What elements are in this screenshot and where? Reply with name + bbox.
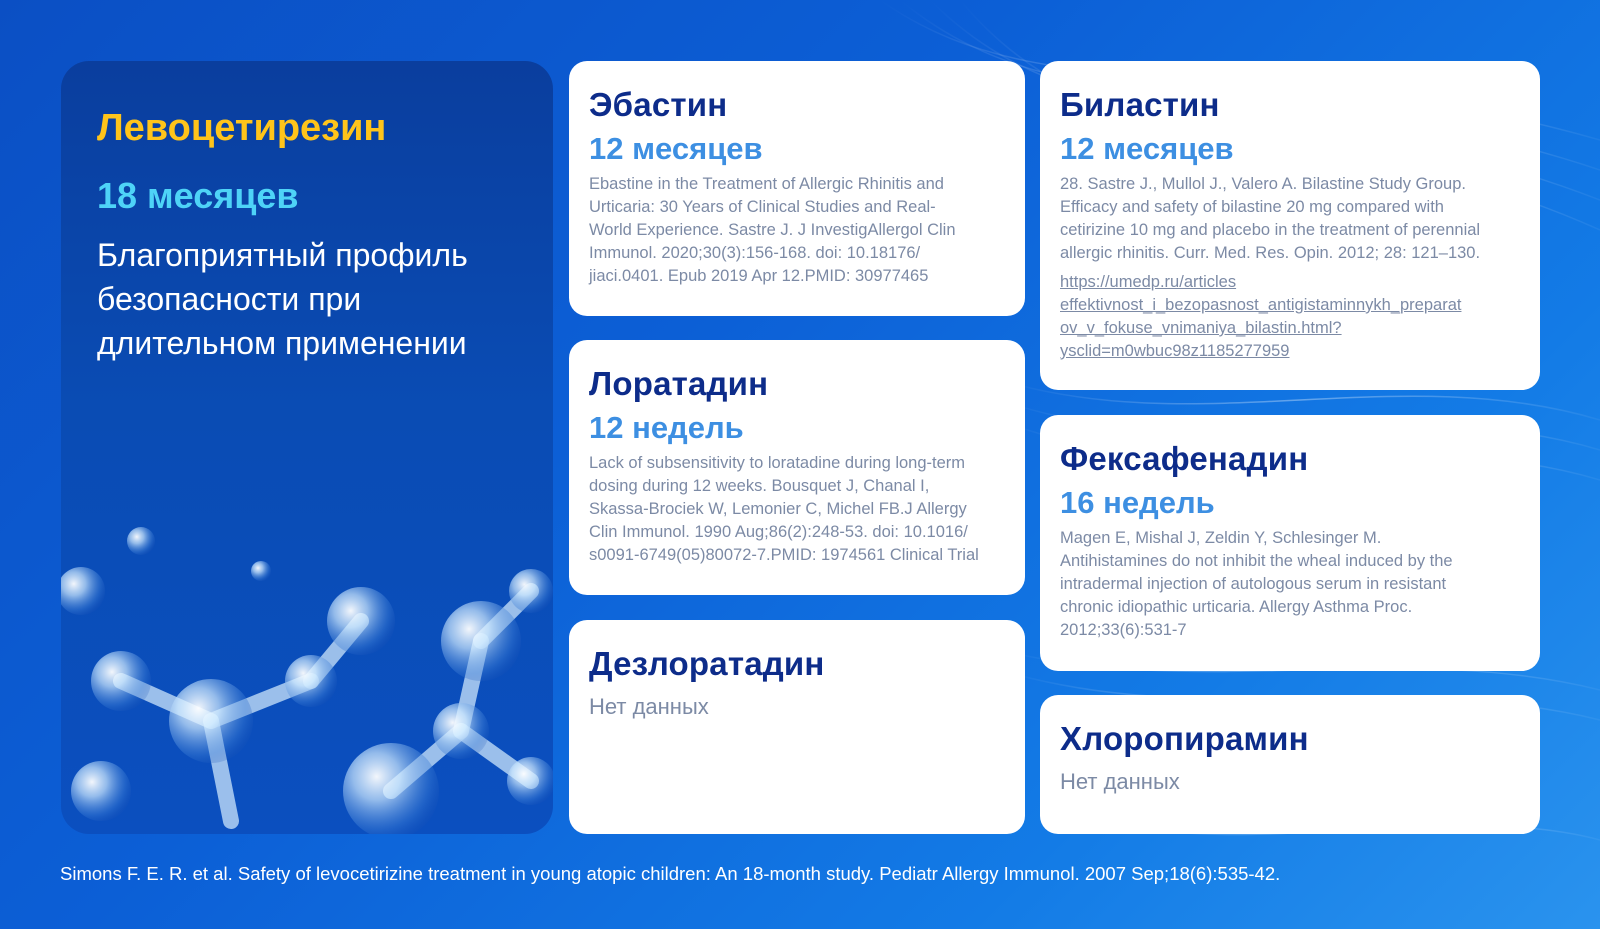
card-title: Биластин (1060, 86, 1220, 123)
card-duration: 12 месяцев (589, 131, 763, 166)
card-no-data: Нет данных (589, 694, 709, 719)
hero-duration: 18 месяцев (97, 175, 299, 216)
card-reference: 28. Sastre J., Mullol J., Valero A. Bilastine Study Group. Efficacy and safety of bilastine 20 mg compared with cetirizine 10 mg and placebo in the treatment of perennial allergic rhinitis. Curr. Med. Res. Opin. 2012; 28: 121–130. (1060, 175, 1481, 262)
card-reference: Ebastine in the Treatment of Allergic Rhinitis and Urticaria: 30 Years of Clinical Studies and Real- World Experience. Sastre J. J InvestigAllergol Clin Immunol. 2020;30(3):156-168. doi: 10.18176/ jiaci.0401. Epub 2019 Apr 12.PMID: 30977465 (589, 175, 956, 285)
card-title: Эбастин (589, 86, 728, 123)
card-fexofenadine (1040, 415, 1540, 671)
card-title: Лоратадин (589, 365, 769, 402)
card-desloratadine (569, 620, 1025, 834)
card-duration: 12 недель (589, 410, 744, 445)
card-reference-link[interactable]: https://umedp.ru/articles effektivnost_i_bezopasnost_antigistaminnykh_preparat ov_v_fokuse_vnimaniya_bilastin.html? ysclid=m0wbuc98z1185277959 (1060, 273, 1462, 360)
card-ebastine (569, 61, 1025, 316)
card-title: Дезлоратадин (589, 645, 825, 682)
card-reference: Lack of subsensitivity to loratadine during long-term dosing during 12 weeks. Bousquet J, Chanal I, Skassa-Brociek W, Lemonier C, Michel FB.J Allergy Clin Immunol. 1990 Aug;86(2):248-53. doi: 10.1016/ s0091-6749(05)80072-7.PMID: 1974561 Clinical Trial (589, 454, 979, 564)
card-title: Хлоропирамин (1060, 720, 1309, 757)
card-loratadine (569, 340, 1025, 595)
card-no-data: Нет данных (1060, 769, 1180, 794)
hero-description: Благоприятный профиль безопасности при длительном применении (97, 237, 468, 361)
card-reference: Magen E, Mishal J, Zeldin Y, Schlesinger M. Antihistamines do not inhibit the wheal induced by the intradermal injection of autologous serum in resistant chronic idiopathic urticaria. Allergy Asthma Proc. 2012;33(6):531-7 (1060, 529, 1453, 639)
card-chloropyramine (1040, 695, 1540, 834)
card-bilastine (1040, 61, 1540, 390)
card-duration: 16 недель (1060, 485, 1215, 520)
hero-panel-levocetirizine (61, 61, 553, 834)
molecule-illustration (61, 491, 553, 834)
footnote-citation: Simons F. E. R. et al. Safety of levocetirizine treatment in young atopic children: An 18-month study. Pediatr Allergy Immunol. 2007 Sep;18(6):535-42. (60, 863, 1281, 884)
card-title: Фексафенадин (1060, 440, 1309, 477)
card-duration: 12 месяцев (1060, 131, 1234, 166)
hero-title: Левоцетирезин (97, 107, 387, 149)
